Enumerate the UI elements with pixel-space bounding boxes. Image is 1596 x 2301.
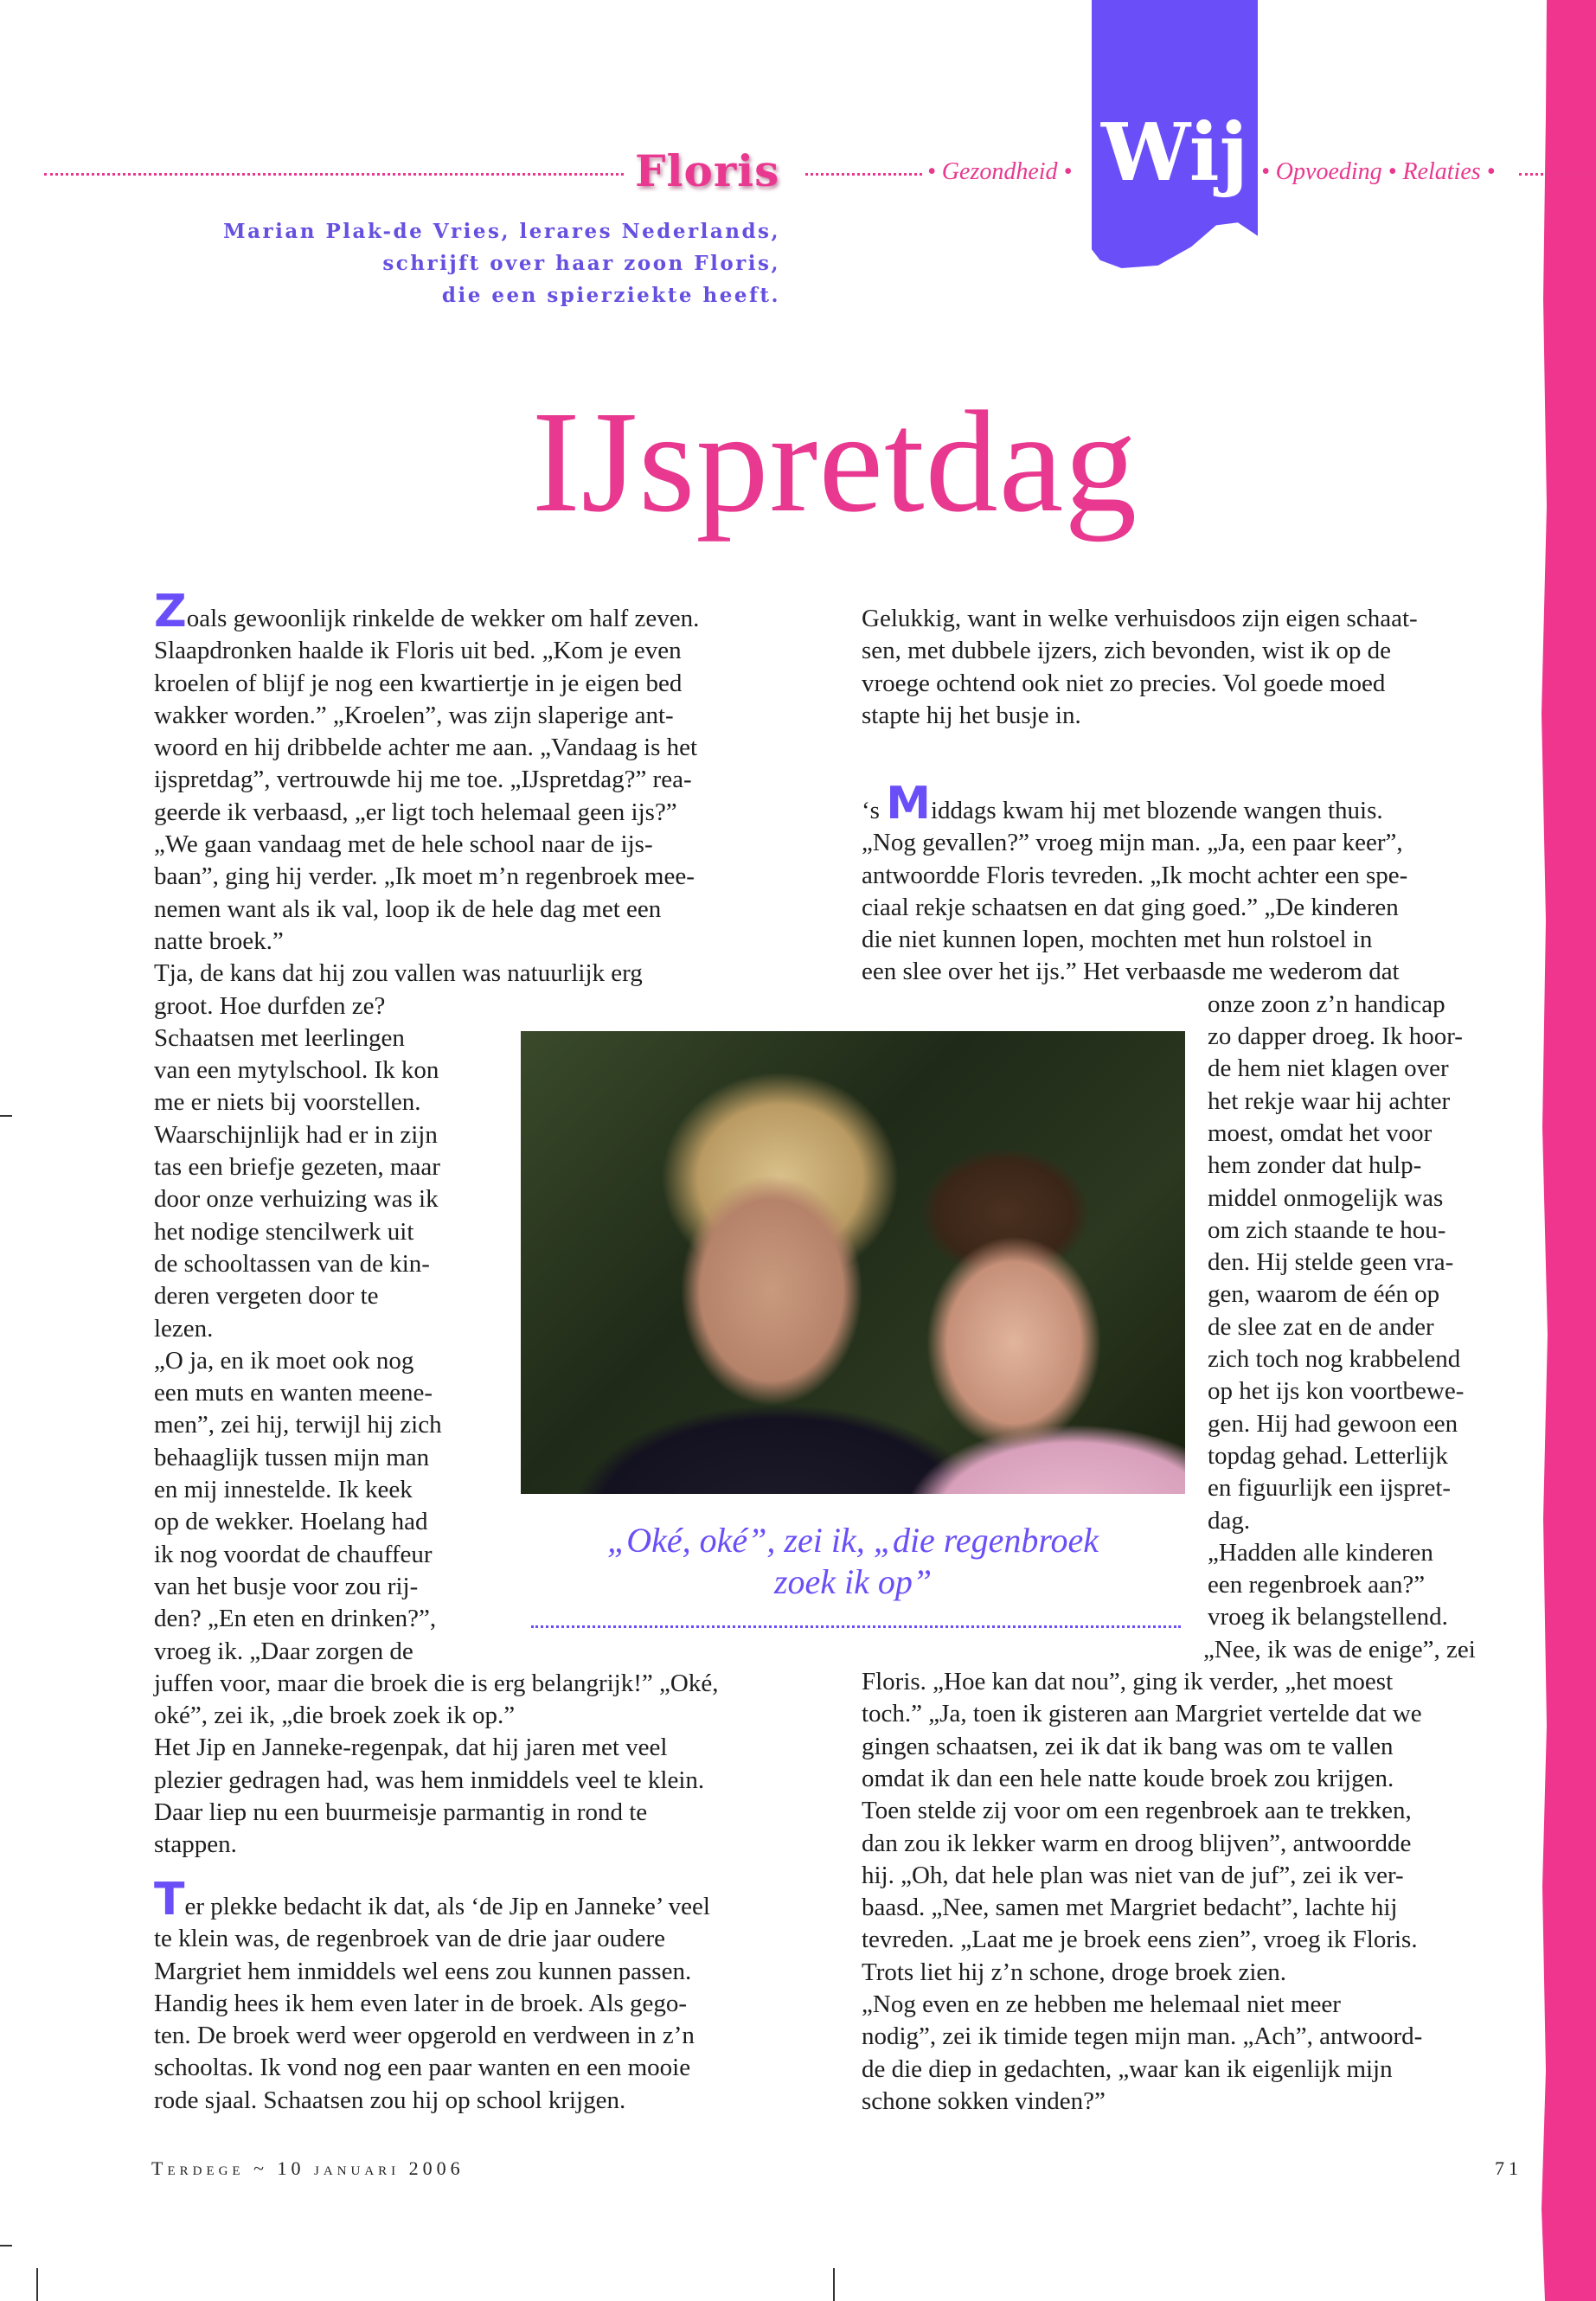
text-line-content: sen, met dubbele ijzers, zich bevonden, wist ik op de [862, 637, 1392, 665]
text-line-content: het rekje waar hij achter [1208, 1086, 1451, 1115]
text-line [862, 924, 1476, 956]
text-line [154, 1956, 710, 1988]
text-line-content: Schaatsen met leerlingen [154, 1023, 405, 1052]
text-line-content: om zich staande te hou- [1208, 1215, 1446, 1244]
text-line-content: schooltas. Ik vond nog een paar wanten en een mooie [154, 2054, 691, 2082]
text-line-content: woord en hij dribbelde achter me aan. „Vandaag is het [154, 734, 698, 762]
text-line [154, 990, 718, 1022]
text-line-content: tevreden. „Laat me je broek eens zien”, vroeg ik Floris. [862, 1926, 1418, 1954]
text-line-content: Handig hees ik hem even later in de broek. Als gego- [154, 1989, 688, 2017]
header-divider [1519, 173, 1596, 176]
text-line [862, 1957, 1476, 1989]
drop-cap: Z [154, 586, 187, 638]
text-line [154, 732, 718, 764]
text-line-content: groot. Hoe durfden ze? [154, 991, 386, 1020]
text-line [154, 700, 718, 732]
text-line [154, 1765, 718, 1797]
text-line [154, 861, 718, 893]
text-line [862, 1924, 1476, 1956]
text-line-content: tas een briefje gezeten, maar [154, 1153, 440, 1182]
text-line [862, 2021, 1476, 2053]
crop-mark [0, 1115, 12, 1117]
subtitle-line: die een spierziekte heeft. [441, 284, 780, 307]
text-line [154, 1874, 710, 1926]
text-line [862, 1892, 1476, 1924]
text-line [154, 1829, 718, 1861]
text-line-content: middel onmogelijk was [1208, 1183, 1444, 1212]
text-line-content: schone sokken vinden?” [862, 2086, 1106, 2115]
text-line [862, 2086, 1476, 2118]
text-line-content: nemen want als ik val, loop ik de hele dag met een [154, 894, 662, 923]
text-line-content: moest, omdat het voor [1208, 1118, 1433, 1147]
text-line-content: wakker worden.” „Kroelen”, was zijn slaperige ant- [154, 701, 674, 729]
text-line-content: gen, waarom de één op [1208, 1280, 1440, 1309]
text-line [154, 797, 718, 829]
text-line-content: stapte hij het busje in. [862, 701, 1081, 729]
text-line-content: ten. De broek werd weer opgerold en verdween in z’n [154, 2022, 695, 2050]
article-text-block [862, 603, 1418, 732]
text-line-content: een muts en wanten meene- [154, 1379, 433, 1407]
text-line-content: hem zonder dat hulp- [1208, 1151, 1422, 1180]
text-line-content: van een mytylschool. Ik kon [154, 1056, 439, 1085]
text-line-content: ijspretdag”, vertrouwde hij me toe. „IJspretdag?” rea- [154, 766, 692, 794]
text-line-content: plezier gedragen had, was hem inmiddels veel te klein. [154, 1766, 705, 1794]
text-line-content: een slee over het ijs.” Het verbaasde me wederom dat [862, 958, 1400, 986]
text-line [862, 1698, 1476, 1730]
text-line-content: geerde ik verbaasd, „er ligt toch helemaal geen ijs?” [154, 798, 677, 826]
text-line-content: vroeg ik belangstellend. [1208, 1603, 1448, 1631]
text-line [154, 1732, 718, 1764]
crop-mark [36, 2268, 38, 2301]
text-line-content: er plekke bedacht ik dat, als ‘de Jip en Janneke’ veel [184, 1893, 710, 1920]
text-line-content: hij. „Oh, dat hele plan was niet van de juf”, zei ik ver- [862, 1861, 1404, 1889]
crop-mark [0, 2245, 12, 2247]
text-line-content: Waarschijnlijk had er in zijn [154, 1120, 438, 1149]
text-line-content: „O ja, en ik moet ook nog [154, 1346, 414, 1375]
text-line-content: me er niets bij voorstellen. [154, 1088, 421, 1117]
text-line-content: ik nog voordat de chauffeur [154, 1540, 433, 1568]
text-line-content: Trots liet hij z’n schone, droge broek zien. [862, 1958, 1287, 1986]
text-line-content: juffen voor, maar die broek die is erg belangrijk!” „Oké, [154, 1669, 719, 1697]
text-line [154, 1700, 718, 1732]
photo-caption-line: „Oké, oké”, zei ik, „die regenbroek [607, 1521, 1099, 1560]
text-line [862, 668, 1418, 700]
text-line-content: Daar liep nu een buurmeisje parmantig in rond te [154, 1798, 648, 1826]
text-line [154, 1636, 718, 1668]
text-line-content: zo dapper droeg. Ik hoor- [1208, 1022, 1463, 1051]
text-line [154, 829, 718, 861]
text-line-content: het nodige stencilwerk uit [154, 1217, 414, 1246]
text-line-content: die niet kunnen lopen, mochten met hun rolstoel in [862, 926, 1373, 954]
text-line-content: iddags kwam hij met blozende wangen thuis. [930, 797, 1383, 824]
text-line [862, 635, 1418, 667]
text-line [154, 1797, 718, 1829]
text-line-content: de die diep in gedachten, „waar kan ik eigenlijk mijn [862, 2054, 1393, 2083]
drop-cap: T [154, 1874, 185, 1926]
text-line-content: Slaapdronken haalde ik Floris uit bed. „Kom je even [154, 637, 682, 665]
text-line [154, 926, 718, 958]
text-line [154, 894, 718, 926]
text-line-content: baan”, ging hij verder. „Ik moet m’n regenbroek mee- [154, 862, 695, 891]
text-line-content: natte broek.” [154, 926, 284, 955]
text-line-content: te klein was, de regenbroek van de drie jaar oudere [154, 1925, 666, 1953]
section-title: Wij [1101, 106, 1248, 199]
text-line-content: „Nog gevallen?” vroeg mijn man. „Ja, een paar keer”, [862, 829, 1403, 857]
text-line [154, 764, 718, 796]
text-line [862, 1860, 1476, 1892]
text-line-content: ciaal rekje schaatsen en dat ging goed.” „De kinderen [862, 893, 1399, 921]
text-line-content: nodig”, zei ik timide tegen mijn man. „Ach”, antwoord- [862, 2022, 1423, 2051]
text-line [862, 1731, 1476, 1763]
text-line [154, 2052, 710, 2084]
text-line-content: dan zou ik lekker warm en droog blijven”, antwoordde [862, 1829, 1412, 1857]
text-line-content: rode sjaal. Schaatsen zou hij op school krijgen. [154, 2086, 626, 2114]
text-line [862, 1601, 1476, 1633]
text-line [154, 635, 718, 667]
text-line-content: topdag gehad. Letterlijk [1208, 1441, 1448, 1470]
text-line-content: op de wekker. Hoelang had [154, 1508, 428, 1536]
text-line [862, 956, 1476, 988]
text-line [154, 1603, 718, 1635]
text-line [862, 989, 1476, 1021]
footer-publication: Terdege ~ 10 januari 2006 [151, 2157, 465, 2179]
text-line [862, 1763, 1476, 1795]
text-line-content: Het Jip en Janneke-regenpak, dat hij jaren met veel [154, 1734, 668, 1762]
text-line [862, 2054, 1476, 2086]
text-line-content: dag. [1208, 1506, 1251, 1535]
text-line-content: behaaglijk tussen mijn man [154, 1443, 430, 1471]
text-line-content: onze zoon z’n handicap [1208, 990, 1445, 1018]
text-line-content: en figuurlijk een ijspret- [1208, 1474, 1452, 1503]
text-line-content: en mij innestelde. Ik keek [154, 1476, 413, 1504]
text-line-content: lezen. [154, 1314, 214, 1343]
text-line [862, 1989, 1476, 2021]
text-line-content: „Hadden alle kinderen [1208, 1538, 1433, 1567]
subtitle-line: Marian Plak-de Vries, lerares Nederlands, [223, 220, 780, 243]
text-line-content: men”, zei hij, terwijl hij zich [154, 1411, 442, 1439]
text-line-content: deren vergeten door te [154, 1282, 379, 1311]
text-line [154, 958, 718, 990]
text-line [862, 603, 1418, 635]
crop-mark [833, 2268, 835, 2301]
text-line-content: Toen stelde zij voor om een regenbroek aan te trekken, [862, 1797, 1412, 1825]
text-line [154, 1668, 718, 1700]
subtitle-line: schrijft over haar zoon Floris, [382, 252, 780, 275]
article-text-block [154, 1874, 710, 2117]
category-opvoeding-relaties: • Opvoeding • Relaties • [1261, 158, 1496, 185]
text-line-content: den. Hij stelde geen vra- [1208, 1248, 1454, 1277]
text-line [862, 827, 1476, 859]
text-line [862, 1795, 1476, 1827]
header-divider [44, 173, 624, 176]
text-line-content: antwoordde Floris tevreden. „Ik mocht achter een spe- [862, 861, 1408, 889]
text-line [862, 778, 1476, 830]
text-line [154, 668, 718, 700]
text-line-content: vroeg ik. „Daar zorgen de [154, 1637, 413, 1665]
text-line-content: de slee zat en de ander [1208, 1312, 1434, 1341]
text-line-content: oké”, zei ik, „die broek zoek ik op.” [154, 1702, 516, 1730]
text-line-content: stappen. [154, 1830, 237, 1859]
text-line [154, 2085, 710, 2117]
dropcap-prefix: ‘s [862, 797, 887, 824]
text-line-content: toch.” „Ja, toen ik gisteren aan Margriet vertelde dat we [862, 1700, 1422, 1728]
caption-divider [531, 1625, 1181, 1628]
text-line-content: Margriet hem inmiddels wel eens zou kunnen passen. [154, 1957, 692, 1985]
text-line-content: zich toch nog krabbelend [1208, 1345, 1461, 1374]
text-line-content: gingen schaatsen, zei ik dat ik bang was om te vallen [862, 1732, 1394, 1760]
header-divider [805, 173, 922, 176]
article-title: IJspretdag [531, 381, 1138, 542]
photo-caption-line: zoek ik op” [773, 1562, 933, 1601]
text-line-content: de schooltassen van de kin- [154, 1249, 430, 1278]
text-line-content: door onze verhuizing was ik [154, 1185, 439, 1214]
drop-cap: M [886, 778, 931, 830]
text-line-content: „Nog even en ze hebben me helemaal niet meer [862, 1990, 1341, 2018]
text-line [154, 1988, 710, 2020]
text-line-content: omdat ik dan een hele natte koude broek zou krijgen. [862, 1764, 1394, 1792]
text-line [862, 1634, 1476, 1666]
text-line-content: oals gewoonlijk rinkelde de wekker om half zeven. [186, 605, 700, 632]
page-number: 71 [1495, 2157, 1522, 2179]
text-line-content: Gelukkig, want in welke verhuisdoos zijn eigen schaat- [862, 605, 1418, 632]
column-name: Floris [635, 145, 780, 196]
text-line [862, 892, 1476, 924]
text-line-content: kroelen of blijf je nog een kwartiertje in je eigen bed [154, 669, 683, 697]
text-line [862, 1666, 1476, 1698]
text-line [154, 2020, 710, 2052]
text-line-content: gen. Hij had gewoon een [1208, 1409, 1458, 1438]
text-line [154, 1923, 710, 1955]
text-line-content: den? „En eten en drinken?”, [154, 1605, 437, 1633]
text-line-content: op het ijs kon voortbewe- [1208, 1377, 1465, 1406]
text-line-content: Tja, de kans dat hij zou vallen was natuurlijk erg [154, 959, 643, 988]
text-line-content: vroege ochtend ook niet zo precies. Vol goede moed [862, 669, 1386, 697]
photo-mother-and-son [521, 1031, 1185, 1494]
category-gezondheid: • Gezondheid • [927, 158, 1073, 185]
text-line [862, 700, 1418, 732]
text-line-content: een regenbroek aan?” [1208, 1571, 1426, 1599]
text-line [862, 1828, 1476, 1860]
text-line-content: baasd. „Nee, samen met Margriet bedacht”, lachte hij [862, 1894, 1398, 1922]
text-line-content: „Nee, ik was de enige”, zei [1203, 1635, 1476, 1663]
text-line-content: de hem niet klagen over [1208, 1054, 1449, 1083]
text-line [154, 586, 718, 638]
text-line-content: van het busje voor zou rij- [154, 1572, 419, 1600]
text-line [862, 860, 1476, 892]
text-line-content: „We gaan vandaag met de hele school naar de ijs- [154, 830, 653, 859]
text-line-content: Floris. „Hoe kan dat nou”, ging ik verder, „het moest [862, 1668, 1394, 1696]
pink-edge-band [1542, 0, 1596, 2301]
